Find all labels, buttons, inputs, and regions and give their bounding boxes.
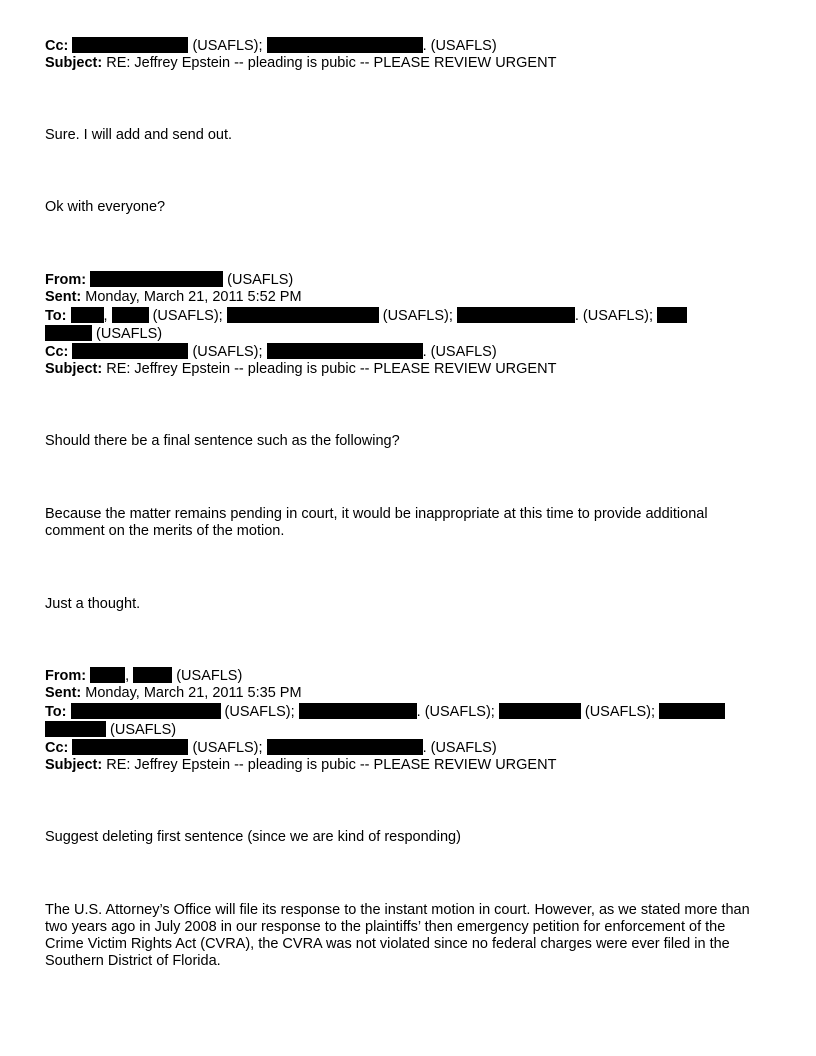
org-text: (USAFLS) (227, 272, 294, 288)
redaction-box (112, 307, 149, 323)
sent-date: Monday, March 21, 2011 5:52 PM (85, 289, 302, 305)
subject-text: RE: Jeffrey Epstein -- pleading is pubic -- PLEASE REVIEW URGENT (106, 361, 557, 377)
redaction-box (659, 703, 725, 719)
org-text: (USAFLS) (110, 722, 177, 738)
org-text: (USAFLS); (192, 740, 263, 756)
email2-to-line (45, 307, 687, 324)
email3-body-paragraph: The U.S. Attorney’s Office will file its response to the instant motion in court. However, as we stated more than two years ago in July 2008 in our response to the plaintiffs’ then emergency petition for enforcement of the Crime Victim Rights Act (CVRA), the CVRA was not violated since no federal charges were ever filed in the Southern District of Florida. (45, 902, 750, 969)
cc-label: Cc: (45, 38, 69, 54)
email1-body-paragraph: Sure. I will add and send out. (45, 127, 233, 143)
email2-body-paragraph: Should there be a final sentence such as the following? (45, 433, 400, 449)
redaction-box (72, 37, 188, 53)
redaction-box (267, 739, 423, 755)
email2-subject-line (45, 361, 556, 378)
email1-cc-line (45, 37, 497, 54)
org-text: (USAFLS) (176, 668, 243, 684)
subject-label: Subject: (45, 361, 103, 377)
org-text: (USAFLS); (224, 704, 295, 720)
redaction-box (657, 307, 687, 323)
email2-body-paragraph: Just a thought. (45, 596, 141, 612)
org-text: (USAFLS) (96, 326, 163, 342)
subject-text: RE: Jeffrey Epstein -- pleading is pubic -- PLEASE REVIEW URGENT (106, 757, 557, 773)
redaction-box (72, 739, 188, 755)
org-text: (USAFLS); (584, 704, 655, 720)
redaction-box (90, 271, 223, 287)
redaction-box (499, 703, 581, 719)
redaction-box (72, 343, 188, 359)
email3-cc-line (45, 739, 497, 756)
cc-label: Cc: (45, 740, 69, 756)
org-text: (USAFLS); (152, 308, 223, 324)
redaction-box (227, 307, 379, 323)
email1-subject-line (45, 55, 556, 72)
email3-to-line (45, 703, 725, 720)
email2-cc-line (45, 343, 497, 360)
sent-label: Sent: (45, 289, 82, 305)
email2-sent-line (45, 289, 302, 306)
from-label: From: (45, 668, 87, 684)
from-label: From: (45, 272, 87, 288)
sent-label: Sent: (45, 685, 82, 701)
subject-label: Subject: (45, 55, 103, 71)
sent-date: Monday, March 21, 2011 5:35 PM (85, 685, 302, 701)
redaction-box (267, 37, 423, 53)
email3-body-paragraph: Suggest deleting first sentence (since we are kind of responding) (45, 829, 461, 845)
email3-from-line (45, 667, 242, 684)
org-text: (USAFLS); (382, 308, 453, 324)
redaction-box (71, 703, 221, 719)
org-text: (USAFLS); (192, 38, 263, 54)
redaction-box (90, 667, 125, 683)
email3-to-line-cont (45, 721, 176, 738)
cc-label: Cc: (45, 344, 69, 360)
redaction-box (457, 307, 575, 323)
org-text: . (USAFLS) (422, 740, 497, 756)
email1-body-paragraph: Ok with everyone? (45, 199, 166, 215)
to-label: To: (45, 704, 67, 720)
to-label: To: (45, 308, 67, 324)
org-text: (USAFLS); (192, 344, 263, 360)
email3-sent-line (45, 685, 302, 702)
email2-to-line-cont (45, 325, 162, 342)
subject-text: RE: Jeffrey Epstein -- pleading is pubic -- PLEASE REVIEW URGENT (106, 55, 557, 71)
comma-text: , (103, 308, 108, 324)
redaction-box (299, 703, 417, 719)
redaction-box (267, 343, 423, 359)
org-text: . (USAFLS); (574, 308, 654, 324)
org-text: . (USAFLS) (422, 38, 497, 54)
redaction-box (71, 307, 104, 323)
subject-label: Subject: (45, 757, 103, 773)
redaction-box (45, 325, 92, 341)
org-text: . (USAFLS) (422, 344, 497, 360)
org-text: . (USAFLS); (416, 704, 495, 720)
redaction-box (133, 667, 172, 683)
email2-from-line (45, 271, 293, 288)
email3-subject-line (45, 757, 556, 774)
email2-body-paragraph: Because the matter remains pending in court, it would be inappropriate at this time to provide additional comment on the merits of the motion. (45, 506, 708, 539)
comma-text: , (125, 668, 130, 684)
redaction-box (45, 721, 106, 737)
